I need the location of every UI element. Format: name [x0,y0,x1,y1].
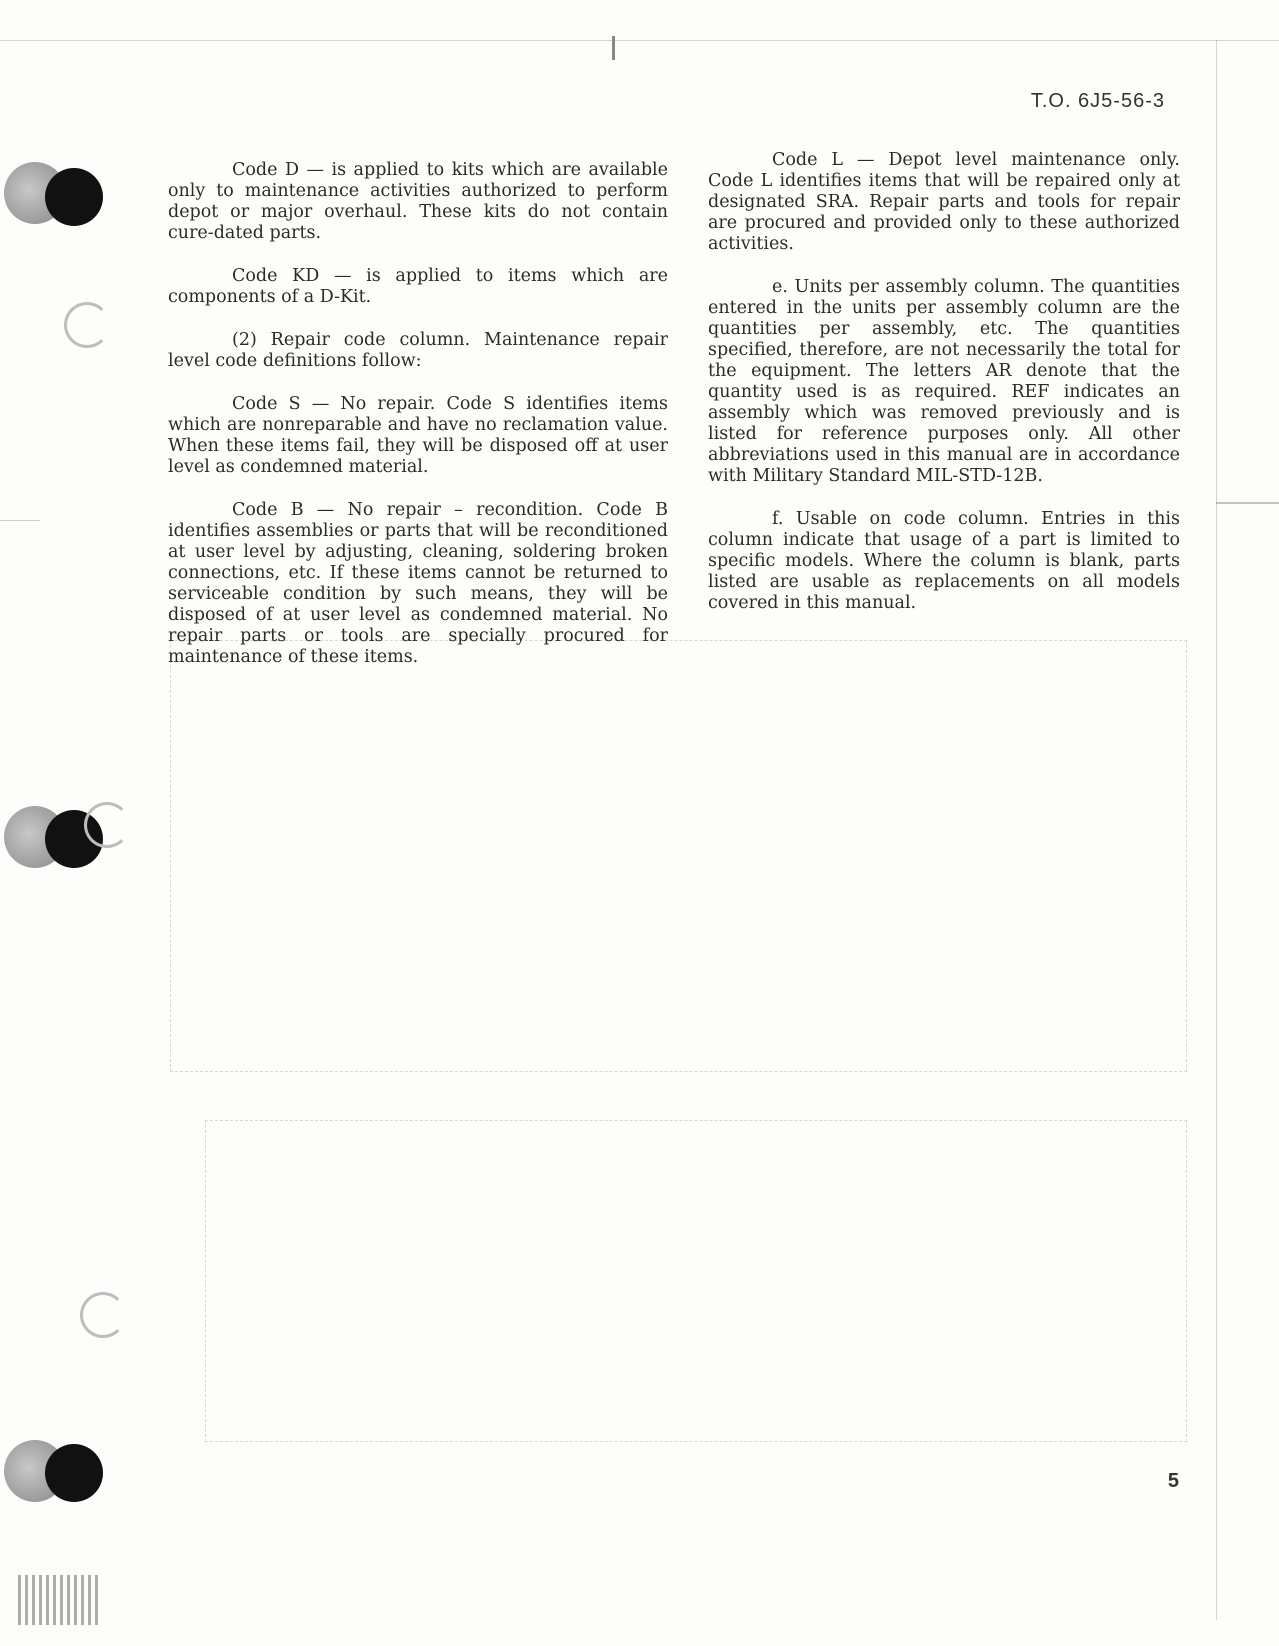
punch-hole [45,1444,103,1502]
punch-hole [45,168,103,226]
page-number: 5 [1167,1470,1179,1492]
code-kd-paragraph: Code KD — is applied to items which are components of a D-Kit. [168,266,668,307]
left-margin-tick [0,520,40,521]
units-per-assembly-paragraph: e. Units per assembly column. The quantities entered in the units per assembly column are the quantities per assembly, etc. The quantities specified, therefore, are not necessarily the total for the equipment. The letters AR denote that the quantity used is as required. REF indicates an assembly which was removed previously and is listed for reference purposes only. All other abbreviations used in this manual are in accordance with Military Standard MIL-STD-12B. [708,277,1180,486]
punch-hole-outline [64,302,110,348]
right-text-column [708,150,1180,636]
code-l-paragraph: Code L — Depot level maintenance only. Code L identifies items that will be repaired only at designated SRA. Repair parts and tools for repair are procured and provided only to these authorized activities. [708,150,1180,254]
right-margin-tick [1216,502,1279,504]
edge-stripe-mark [18,1575,98,1625]
code-s-paragraph: Code S — No repair. Code S identifies items which are nonreparable and have no reclamation value. When these items fail, they will be disposed off at user level as condemned material. [168,394,668,477]
punch-hole-outline [84,802,130,848]
code-b-paragraph: Code B — No repair – recondition. Code B identifies assemblies or parts that will be reconditioned at user level by adjusting, cleaning, soldering broken connections, etc. If these items cannot be returned to serviceable condition by such means, they will be disposed of at user level as condemned material. No repair parts or tools are specially procured for maintenance of these items. [168,500,668,667]
punch-hole-outline [80,1292,126,1338]
bleed-through-frame [170,640,1187,1072]
center-tick-mark [612,36,615,60]
right-edge-rule [1216,40,1217,1620]
top-edge-rule [0,40,1279,41]
left-text-column [168,160,668,690]
code-d-paragraph: Code D — is applied to kits which are available only to maintenance activities authorized to perform depot or major overhaul. These kits do not contain cure-dated parts. [168,160,668,243]
technical-order-number: T.O. 6J5-56-3 [1030,90,1165,112]
repair-code-paragraph: (2) Repair code column. Maintenance repair level code definitions follow: [168,330,668,371]
usable-on-code-paragraph: f. Usable on code column. Entries in this column indicate that usage of a part is limited to specific models. Where the column is blank, parts listed are usable as replacements on all models covered in this manual. [708,509,1180,613]
bleed-through-table [205,1120,1187,1442]
